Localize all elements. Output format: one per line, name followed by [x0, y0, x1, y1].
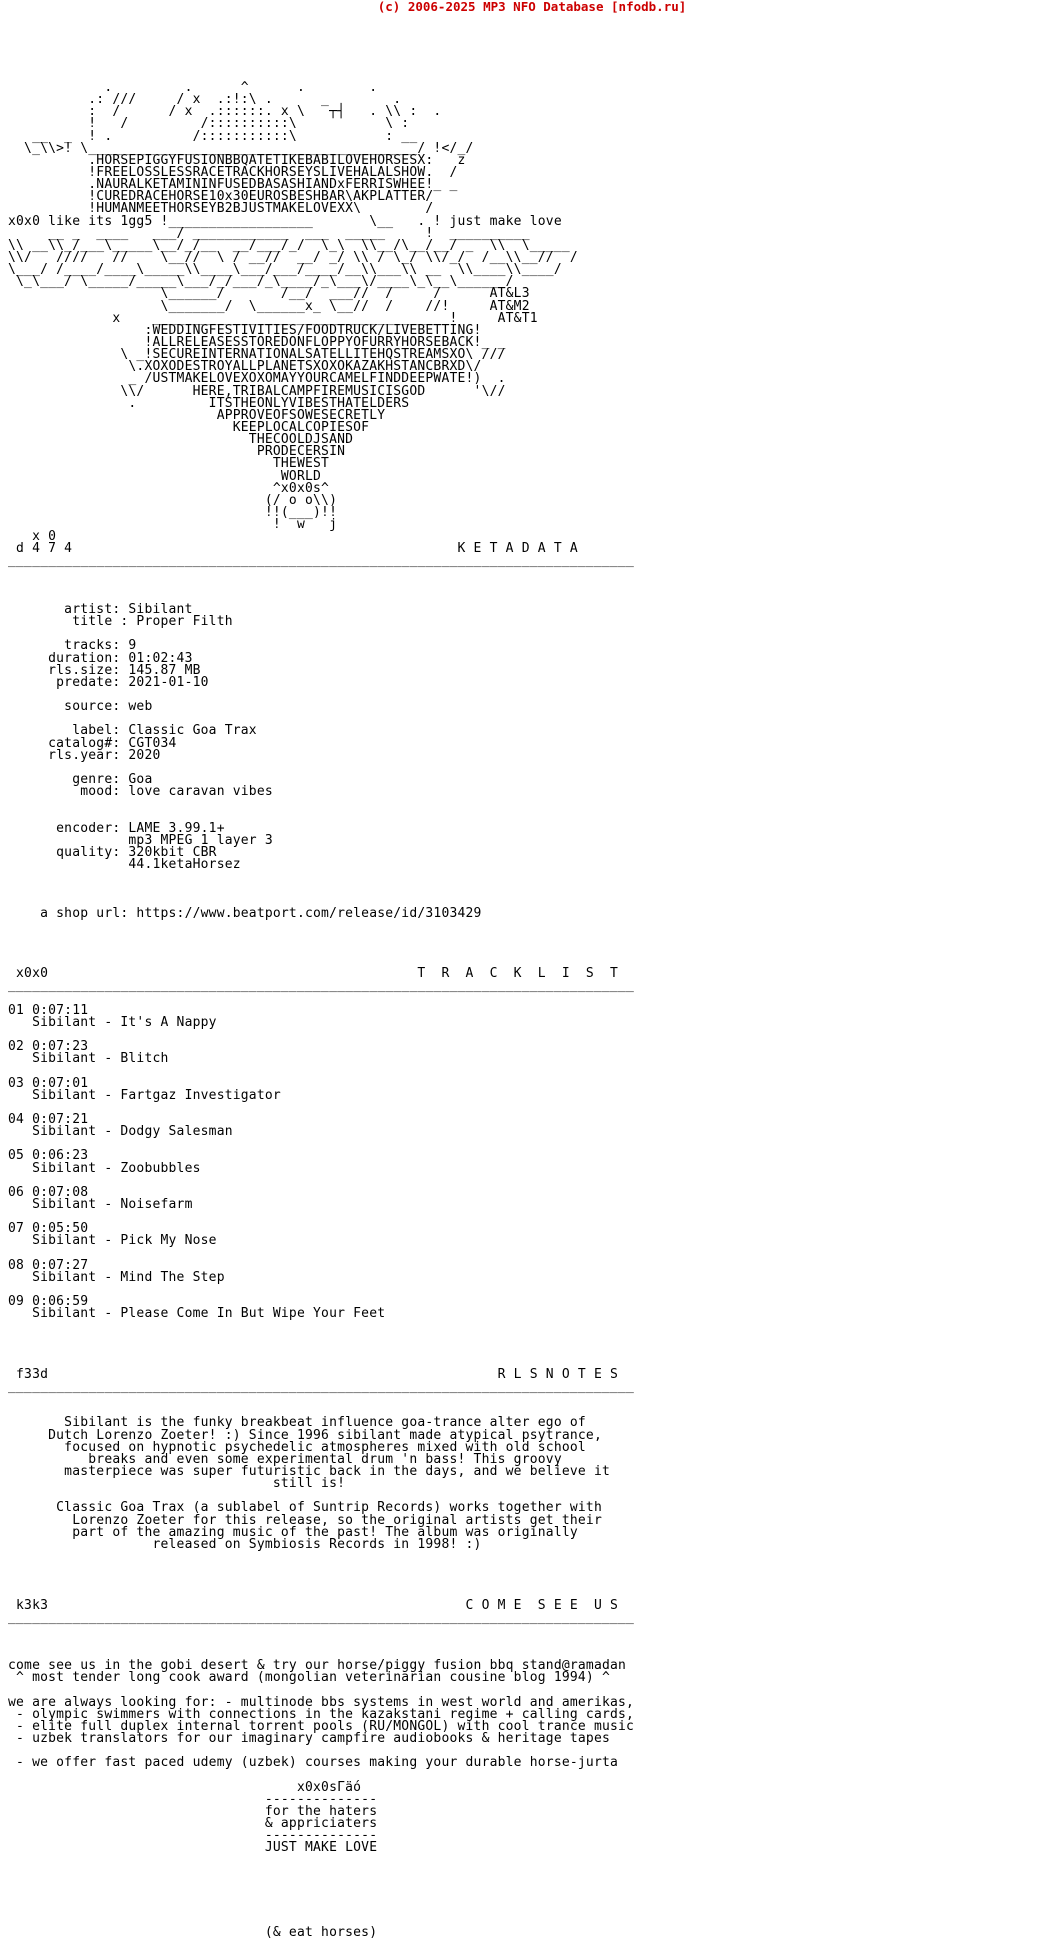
- nfo-text: . . ^ . . .: /// / x .:!:\ . _ . : / / x .::::::. x \ ┬┤ . \\ : . ! / /::::::::::\ \ : __ _ ! . /:::::::::::\ : __ \_\\>! \_________________________________________/ !</_/ .HORSEPIGGYFUSIONBBQATETIKEBABILOVEHORSESX: z !FREELOSSLESSRACETRACKHORSEYSLIVEHALALSHOW. / .NAURALKETAMININFUSEDBASASHIANDxFERRISWHEE!_ _ !CUREDRACEHORSE10x30EUROSBESHBAR\AKPLATTER/ !HUMANMEETHORSEYB2BJUSTMAKELOVEXX\ / x0x0 like its 1gg5 !__________________ \__ . ! just make love __ _ ____ ___/ ____________ ___ _____ ! __________ \\ __\\_/___\_____\__/_/__ __/___/_/ \_\ \\__/\__/__/ _ \\ \_____ \\/ //// // \__// \ / __// __/ _/ \\ / \_/ \\/_/ /__\\__// / \___/ /____/____\_____\\____\___/___/____/__\\___\\ __ \\____\\____/ \_\___/ \_____/_____\___/_/___/_\____/_\___\/____\_\__\______/ \______/ /__/ ___// / / AT&L3 \_______/ \______x_ \__// / //! AT&M2 x _____________________________________! AT&T1 :WEDDINGFESTIVITIES/FOODTRUCK/LIVEBETTING! !ALLRELEASESSTOREDONFLOPPYOFURRYHORSEBACK!_ _ \ _!SECUREINTERNATIONALSATELLITEHQSTREAMSXO\ /// \.XOXODESTROYALLPLANETSXOXOKAZAKHSTANCBRXD\/ _ /USTMAKELOVEXOXOMAYYOURCAMELFINDDEEPWATE!) . \\/ HERE,TRIBALCAMPFIREMUSICISGOD '\// . ITSTHEONLYVIBESTHATELDERS APPROVEOFSOWESECRETLY KEEPLOCALCOPIESOF THECOOLDJSAND PRODECERSIN THEWEST WORLD ^x0x0s^ (/ o o\\) !!(___)!! ! w j x 0 d 4 7 4 K E T A D A T A ______________________________________________________________________________ artist: Sibilant title : Proper Filth tracks: 9 duration: 01:02:43 rls.size: 145.87 MB predate: 2021-01-10 source: web label: Classic Goa Trax catalog#: CGT034 rls.year: 2020 genre: Goa mood: love caravan vibes encoder: LAME 3.99.1+ mp3 MPEG 1 layer 3 quality: 320kbit CBR 44.1ketaHorsez a shop url: https://www.beatport.com/release/id/3103429 x0x0 T R A C K L I S T ______________________________________________________________________________ 01 0:07:11 Sibilant - It's A Nappy 02 0:07:23 Sibilant - Blitch 03 0:07:01 Sibilant - Fartgaz Investigator 04 0:07:21 Sibilant - Dodgy Salesman 05 0:06:23 Sibilant - Zoobubbles 06 0:07:08 Sibilant - Noisefarm 07 0:05:50 Sibilant - Pick My Nose 08 0:07:27 Sibilant - Mind The Step 09 0:06:59 Sibilant - Please Come In But Wipe Your Feet f33d R L S N O T E S ______________________________________________________________________________ Sibilant is the funky breakbeat influence goa-trance alter ego of Dutch Lorenzo Zoeter! :) Since 1996 sibilant made atypical psytrance, focused on hypnotic psychedelic atmospheres mixed with old school breaks and even some experimental drum 'n bass! This groovy masterpiece was super futuristic back in the days, and we believe it still is! Classic Goa Trax (a sublabel of Suntrip Records) works together with Lorenzo Zoeter for this release, so the original artists get their part of the amazing music of the past! The album was originally released on Symbiosis Records in 1998! :) k3k3 C O M E S E E U S ______________________________________________________________________________ come see us in the gobi desert & try our horse/piggy fusion bbq stand@ramadan ^ most tender long cook award (mongolian veterinarian cousine blog 1994) ^ we are always looking for: - multinode bbs systems in west world and amerikas, - olympic swimmers with connections in the kazakstani regime + calling cards, - elite full duplex internal torrent pools (RU/MONGOL) with cool trance music - uzbek translators for our imaginary campfire audiobooks & heritage tapes - we offer fast paced udemy (uzbek) courses making your durable horse-jurta x0x0sГäó -------------- for the haters & appriciaters -------------- JUST MAKE LOVE (& eat horses): [8, 80, 635, 1941]
- nfodb-copyright-link[interactable]: (c) 2006-2025 MP3 NFO Database [nfodb.ru]: [377, 0, 687, 14]
